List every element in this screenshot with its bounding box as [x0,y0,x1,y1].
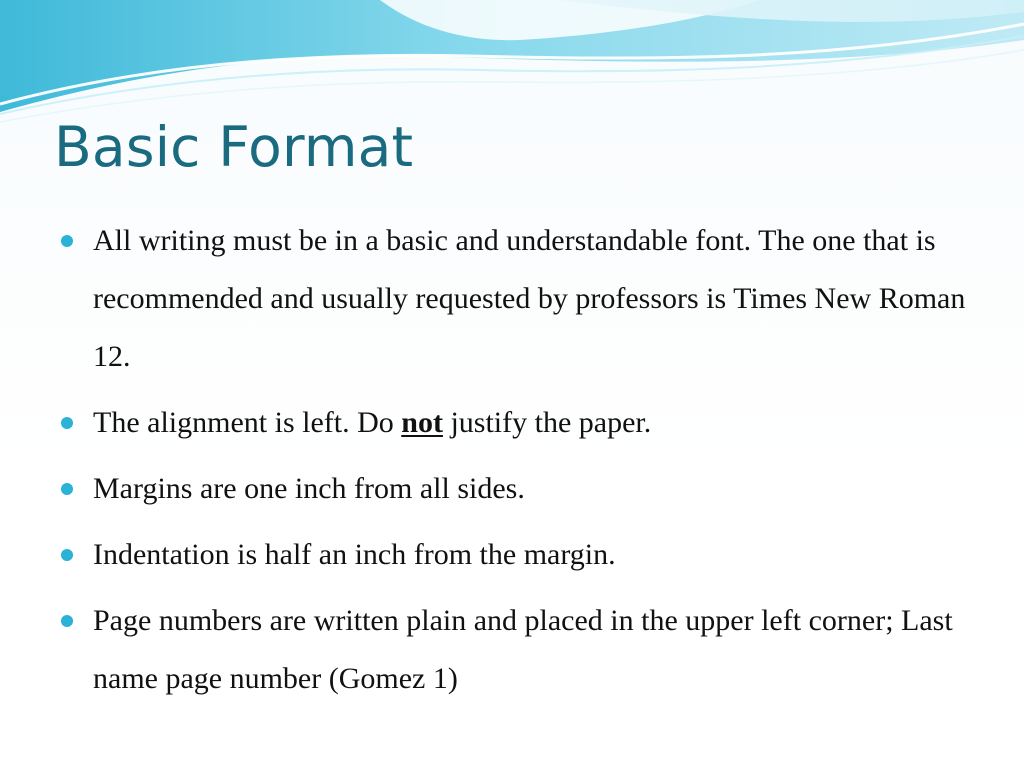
bullet-text: Page numbers are written plain and placed in the upper left corner; Last name page number (Gomez 1) [93,604,953,695]
filled-circle-bullet-icon [61,417,73,429]
bullet-text: Margins are one inch from all sides. [93,472,525,505]
bullet-item-indentation [60,526,990,584]
bullet-text-after: justify the paper. [442,406,652,439]
filled-circle-bullet-icon [61,549,73,561]
bullet-text: All writing must be in a basic and understandable font. The one that is recommended and usually requested by professors is Times New Roman 12. [93,224,966,373]
bullet-item-page-numbers [60,592,990,708]
bullet-list [60,212,990,716]
bullet-text: Indentation is half an inch from the margin. [93,538,616,571]
filled-circle-bullet-icon [61,615,73,627]
bullet-item-margins [60,460,990,518]
slide-title: Basic Format [54,115,414,179]
bullet-text-before: The alignment is left. Do [93,406,402,439]
filled-circle-bullet-icon [61,235,73,247]
bullet-item-font [60,212,990,386]
bullet-text-emphasis: not [401,406,443,439]
filled-circle-bullet-icon [61,483,73,495]
bullet-item-alignment [60,394,990,452]
